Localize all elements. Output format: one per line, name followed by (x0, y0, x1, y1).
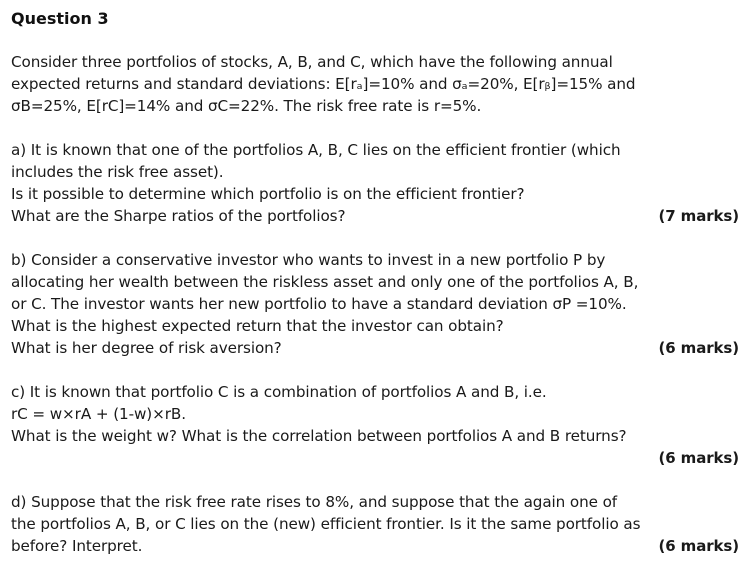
part-d (11, 491, 739, 557)
part-a-line: Is it possible to determine which portfolio is on the efficient frontier? (11, 185, 525, 203)
part-b-line: b) Consider a conservative investor who wants to invest in a new portfolio P by (11, 251, 606, 269)
part-c (11, 381, 739, 469)
part-a-line: What are the Sharpe ratios of the portfolios? (11, 207, 346, 225)
part-b-line: allocating her wealth between the riskless asset and only one of the portfolios A, B, (11, 273, 639, 291)
intro-paragraph (11, 51, 739, 117)
question-page (11, 8, 739, 557)
part-a-line: includes the risk free asset). (11, 163, 224, 181)
intro-line: expected returns and standard deviations: E[rₐ]=10% and σₐ=20%, E[rᵦ]=15% and (11, 75, 636, 93)
part-c-line: What is the weight w? What is the correlation between portfolios A and B returns? (11, 427, 627, 445)
intro-line: Consider three portfolios of stocks, A, B, and C, which have the following annual (11, 53, 613, 71)
part-d-line: before? Interpret. (11, 537, 143, 555)
part-d-line: d) Suppose that the risk free rate rises to 8%, and suppose that the again one of (11, 493, 618, 511)
part-b-marks: (6 marks) (658, 339, 739, 357)
part-c-line: rC = w×rA + (1-w)×rB. (11, 405, 186, 423)
part-b-line: What is the highest expected return that the investor can obtain? (11, 317, 504, 335)
part-d-line: the portfolios A, B, or C lies on the (new) efficient frontier. Is it the same portfolio as (11, 515, 641, 533)
intro-line: σB=25%, E[rC]=14% and σC=22%. The risk free rate is r=5%. (11, 97, 482, 115)
part-b-line: or C. The investor wants her new portfolio to have a standard deviation σP =10%. (11, 295, 627, 313)
part-c-line: c) It is known that portfolio C is a combination of portfolios A and B, i.e. (11, 383, 547, 401)
part-b-line: What is her degree of risk aversion? (11, 339, 282, 357)
question-title: Question 3 (11, 9, 109, 28)
part-a-marks: (7 marks) (658, 207, 739, 225)
part-a-line: a) It is known that one of the portfolios A, B, C lies on the efficient frontier (which (11, 141, 621, 159)
part-d-marks: (6 marks) (658, 537, 739, 555)
part-b (11, 249, 739, 359)
part-c-marks: (6 marks) (658, 449, 739, 467)
part-a (11, 139, 739, 227)
